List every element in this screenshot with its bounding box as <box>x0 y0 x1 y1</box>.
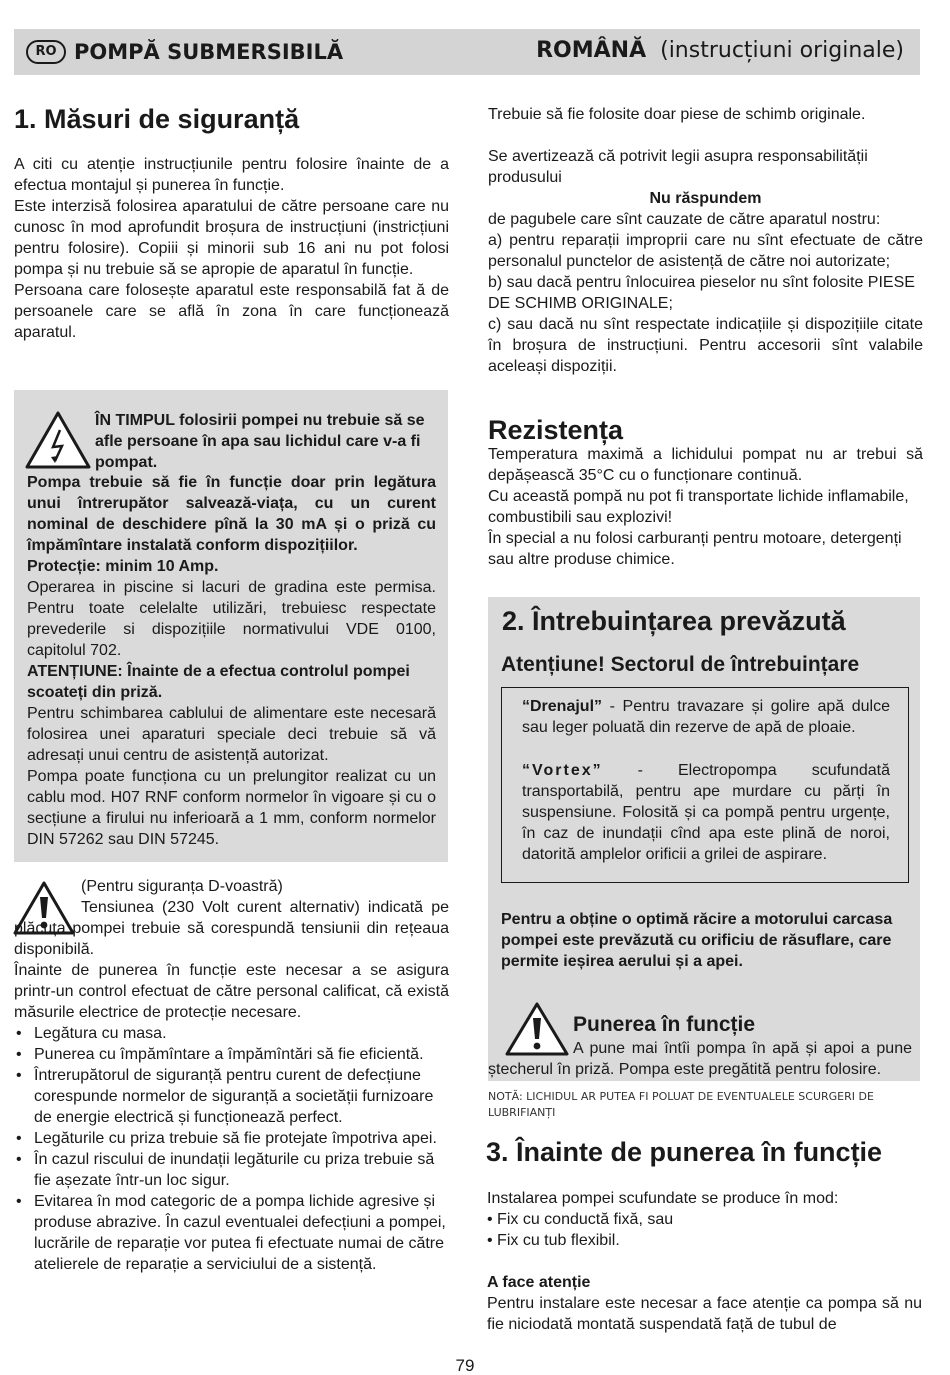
electrical-check-text: Înainte de punerea în funcție este necesar a se asigura printr-un control efectuat de către personal calificat, că există măsurile electrice de protecție necesare. <box>14 962 449 1021</box>
intro-paragraph-2: Este interzisă folosirea aparatului de către persoane care nu cunosc în mod aprofundit broșura de instrucțiuni (instricțiuni pentru folosire). Copiii și minorii sub 16 ani nu pot folosi pompa și nu trebuie să se apropie de aparatul în funcție. <box>14 198 449 278</box>
spare-parts-text: Trebuie să fie folosite doar piese de schimb originale. <box>488 106 866 123</box>
intro-paragraph-3: Persoana care folosește aparatul este responsabilă fat ă de persoanele care se află în zona în care funcționează aparatul. <box>14 282 449 341</box>
list-item: • Legăturile cu priza trebuie să fie protejate împotriva apei. <box>14 1128 449 1149</box>
care-title: A face atenție <box>487 1274 591 1291</box>
intro-paragraph-1: A citi cu atenție instrucțiunile pentru folosire înainte de a efectua montajul și punerea în funcție. <box>14 156 449 194</box>
section-2-title: 2. Întrebuințarea prevăzută <box>502 606 846 636</box>
damage-text: de pagubele care sînt cauzate de către aparatul nostru: <box>488 211 881 228</box>
list-item: • Întrerupătorul de siguranță pentru curent de defecțiune corespunde normelor de siguranță a societății furnizoare de energie electrică și funcționează perfect. <box>14 1065 449 1128</box>
voltage-text: Tensiunea (230 Volt curent alternativ) indicată pe plăcuța pompei trebuie să corespundă tensiunii din rețeaua disponibilă. <box>14 899 449 958</box>
page-number: 79 <box>455 1356 475 1375</box>
language-label <box>536 37 904 65</box>
safety-warning-body <box>27 472 436 850</box>
flammable-warning: Cu această pompă nu pot fi transportate lichide inflamabile, combustibili sau explozivi! <box>488 488 909 526</box>
drainage-description <box>522 696 890 738</box>
intended-use-box <box>488 597 920 1081</box>
safety-checklist <box>14 1023 449 1275</box>
safety-note-header: (Pentru siguranța D-voastră) <box>81 878 283 895</box>
pool-usage-text: Operarea in piscine si lacuri de gradina este permisa. Pentru toate celelalte utilizări, trebuiesc respectate prevederile si dispozițiile normativului VDE 0100, capitolul 702. <box>27 579 436 659</box>
list-item: • Punerea cu împămîntare a împămîntări să fie eficientă. <box>14 1044 449 1065</box>
start-up-text: A pune mai întîi pompa în apă și apoi a pune ștecherul în priză. Pompa este pregătită pentru folosire. <box>488 1040 912 1078</box>
list-item: • Legătura cu masa. <box>14 1023 449 1044</box>
document-title: POMPĂ SUBMERSIBILĂ <box>74 40 344 64</box>
lubricant-note: NOTĂ: LICHIDUL AR PUTEA FI POLUAT DE EVENTUALELE SCURGERI DE LUBRIFIANȚI <box>488 1090 874 1119</box>
vortex-description <box>522 760 890 865</box>
people-in-water-warning: ÎN TIMPUL folosirii pompei nu trebuie să se afle persoane în apa sau lichidul care v-a fi pompat. <box>95 412 425 471</box>
safety-warning-box <box>14 390 448 862</box>
list-item: • Evitarea în mod categoric de a pompa lichide agresive și produse abrazive. În cazul eventualei defecțiuni a pompei, lucrările de reparație vor putea fi efectuate numai de către atelierele de reparație a serviciului de a sistență. <box>14 1191 449 1275</box>
installation-intro: Instalarea pompei scufundate se produce în mod: <box>487 1190 839 1207</box>
resistance-title: Rezistența <box>488 415 624 445</box>
section-3-title: 3. Înainte de punerea în funcție <box>486 1137 883 1167</box>
liability-warning-text: Se avertizează că potrivit legii asupra responsabilității produsului <box>488 148 868 186</box>
extension-cable-text: Pompa poate funcționa cu un prelungitor realizat cu un cablu mod. H07 RNF conform normelor în vigoare și cu o secțiune a firului nu inferioară a 1 mm, conform normelor DIN 57262 sau DIN 57245. <box>27 768 436 848</box>
pump-types-box <box>501 687 909 883</box>
resistance-section <box>488 444 923 570</box>
liability-item-a: a) pentru reparații improprii care nu sînt efectuate de către personalul punctelor de asistență de către noi autorizate; <box>488 232 923 270</box>
installation-option-flexible-tube: • Fix cu tub flexibil. <box>487 1232 620 1249</box>
installation-section <box>487 1188 922 1335</box>
vortex-text: - Electropompa scufundată transportabilă, pentru ape murdare cu părți în suspensiune. Folosită și ca pompă pentru urgențe, în caz de inundații cînd apa este plină de noroi, datorită amplelor orificii a grilei de aspirare. <box>522 762 890 863</box>
liability-item-c: c) sau dacă nu sînt respectate indicațiile și dispozițiile citate în broșura de instrucțiuni. Pentru accesorii sînt valabile aceleași dispoziții. <box>488 316 923 375</box>
care-text: Pentru instalare este necesar a face atenție ca pompa să nu fie niciodată montată suspendată față de tubul de <box>487 1295 922 1333</box>
cable-replacement-text: Pentru schimbarea cablului de alimentare este necesară folosirea unei aparaturi speciale deci trebuie să vă adresați unui centru de asistență autorizat. <box>27 705 436 764</box>
language-note: (instrucțiuni originale) <box>660 38 904 63</box>
liability-section <box>488 104 923 377</box>
protection-rating: Protecție: minim 10 Amp. <box>27 558 219 575</box>
drainage-text: - Pentru travazare și golire apă dulce sau leger poluată din rezerve de apă de ploaie. <box>522 698 890 736</box>
temperature-text: Temperatura maximă a lichidului pompat nu ar trebui să depășească 35°C cu o funcționare continuă. <box>488 446 923 484</box>
usage-sector-title: Atențiune! Sectorul de întrebuințare <box>501 653 860 676</box>
chemicals-warning: În special a nu folosi carburanți pentru motoare, detergenți sau altre produse chimice. <box>488 530 902 568</box>
no-responsibility-label: Nu răspundem <box>649 190 762 207</box>
vortex-label: “Vortex” <box>522 762 603 779</box>
start-up-title: Punerea în funcție <box>573 1013 756 1036</box>
page-header <box>14 29 920 75</box>
electrical-check-section <box>14 960 449 1275</box>
list-item: • În cazul riscului de inundații legăturile cu priza trebuie să fie așezate într-un loc sigur. <box>14 1149 449 1191</box>
section-1-title: 1. Măsuri de siguranță <box>14 104 300 134</box>
intro-text <box>14 154 449 343</box>
electric-hazard-icon <box>24 410 92 470</box>
language-badge: RO <box>26 40 66 64</box>
installation-option-fixed-pipe: • Fix cu conductă fixă, sau <box>487 1211 674 1228</box>
cooling-note: Pentru a obține o optimă răcire a motorului carcasa pompei este prevăzută cu orificiu de răsuflare, care permite ieșirea aerului și a apei. <box>501 911 893 970</box>
unplug-attention: ATENȚIUNE: Înainte de a efectua controlul pompei scoateți din priză. <box>27 663 410 701</box>
language-name: ROMÂNĂ <box>536 38 647 63</box>
liability-item-b: b) sau dacă pentru înlocuirea pieselor nu sînt folosite PIESE DE SCHIMB ORIGINALE; <box>488 274 915 312</box>
drainage-label: “Drenajul” <box>522 698 603 715</box>
breaker-requirement: Pompa trebuie să fie în funcție doar prin legătura unui întrerupător salvează-viața, cu un curent nominal de deschidere pînă la 30 mA și o priză cu împămîntare instalată conform dispozițiilor. <box>27 474 436 554</box>
